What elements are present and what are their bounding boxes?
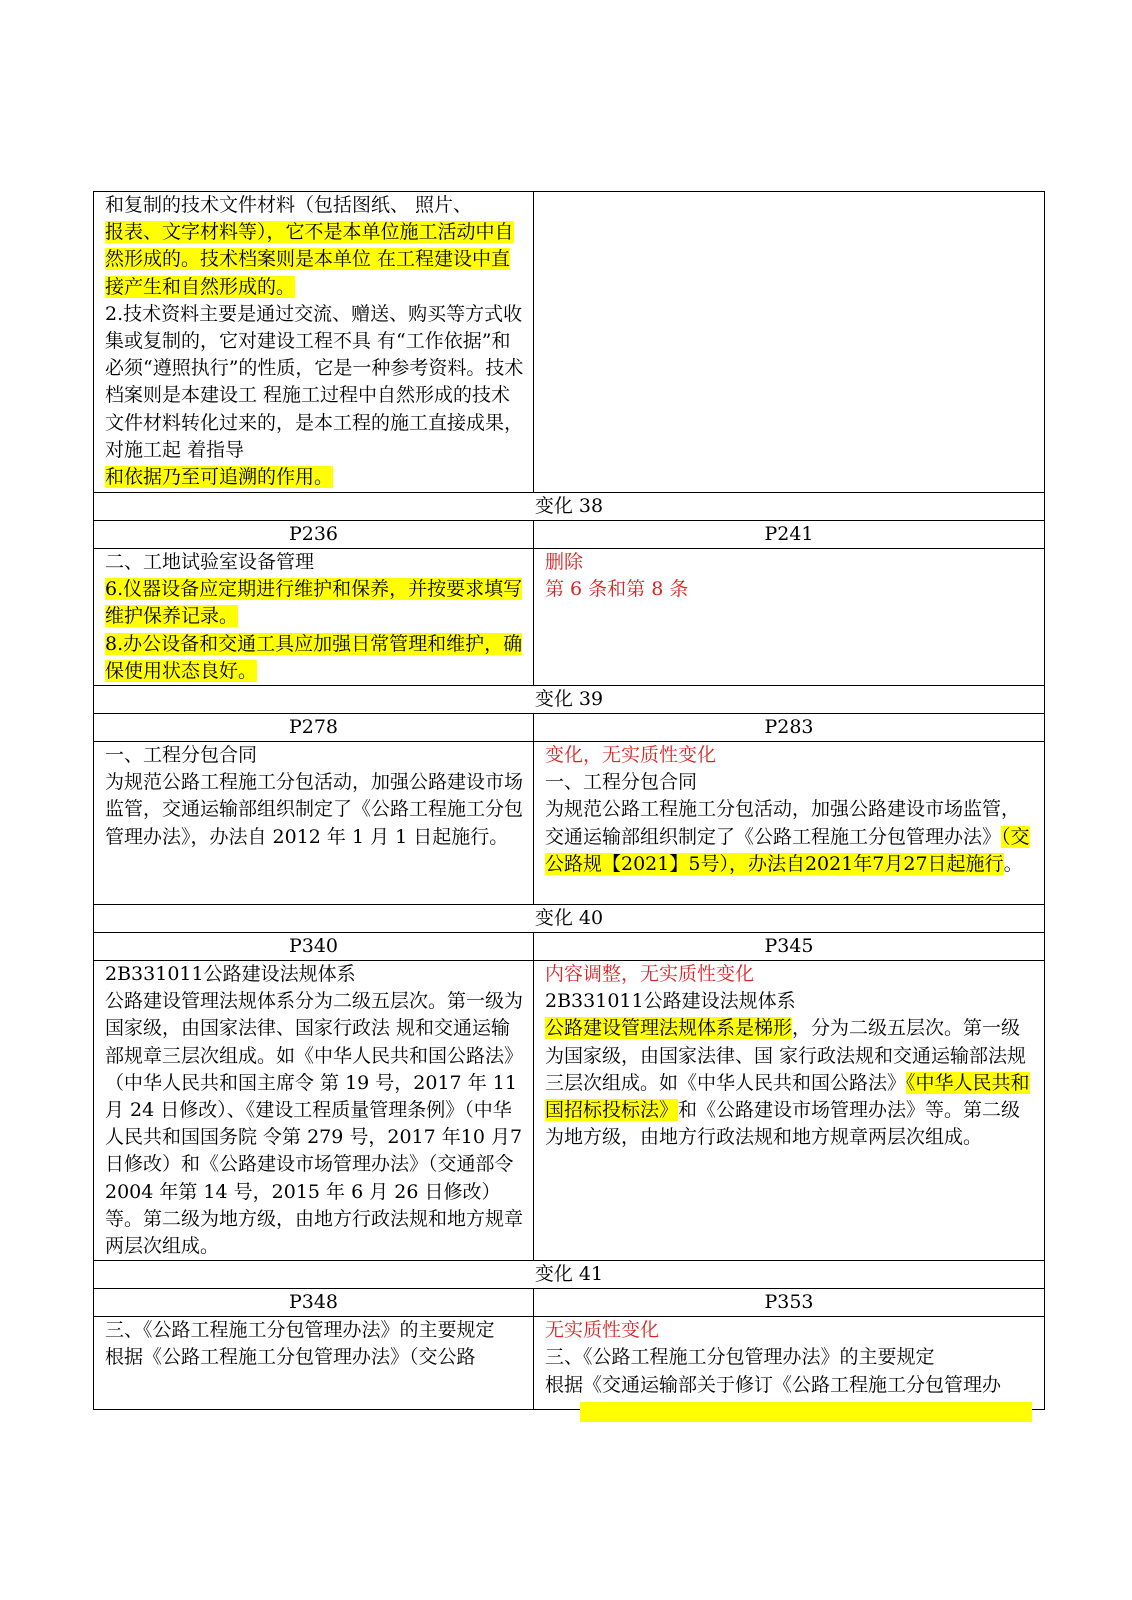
table-row [94, 961, 1045, 1261]
change-title: 变化 41 [94, 1261, 1045, 1289]
comparison-table-page [93, 191, 1045, 1410]
section-heading: 一、工程分包合同 [105, 744, 258, 767]
paragraph: 根据 [545, 1373, 584, 1396]
paragraph: 为规范公路工程施工分包活动，加强公路建设市场监管，交通运输部组织制定了《公路工程施工分包管理办法》，办法自 2012 年 1 月 1 日起施行。 [105, 771, 524, 848]
new-page-number: P345 [534, 933, 1045, 961]
underlined-text: 《交通运输部关于修订《公路工程施工分包管理办 [583, 1373, 1002, 1396]
highlighted-text: 《中华人民共和国招标投标法》 [545, 1071, 1030, 1122]
old-content-cell [94, 549, 534, 686]
section-heading: 2B331011公路建设法规体系 [545, 990, 796, 1013]
change-detail: 第 6 条和第 8 条 [545, 578, 689, 601]
change-title: 变化 39 [94, 686, 1045, 714]
highlighted-text: 报表、文字材料等），它不是本单位施工活动中自然形成的。技术档案则是本单位 在工程建设中直接产生和自然形成的。 [105, 221, 514, 298]
table-row [94, 905, 1045, 933]
highlighted-text: 6.仪器设备应定期进行维护和保养，并按要求填写维护保养记录。 [105, 578, 523, 628]
section-heading: 2B331011公路建设法规体系 [105, 963, 356, 986]
paragraph: 2.技术资料主要是通过交流、赠送、购买等方式收集或复制的，它对建设工程不具 有“工作依据”和必须“遵照执行”的性质，它是一种参考资料。技术档案则是本建设工 程施工过程中自然形成的技术文件材料转化过来的，是本工程的施工直接成果，对施工起 着指导 [105, 302, 524, 461]
new-page-number: P353 [534, 1289, 1045, 1317]
new-content-cell [534, 549, 1045, 686]
highlighted-text: 8.办公设备和交通工具应加强日常管理和维护，确保使用状态良好。 [105, 632, 523, 682]
change-status: 删除 [545, 551, 584, 573]
paragraph: 根据《公路工程施工分包管理办法》（交公路 [105, 1346, 476, 1369]
change-title: 变化 38 [94, 493, 1045, 521]
section-heading: 二、工地试验室设备管理 [105, 551, 315, 573]
change-status: 内容调整，无实质性变化 [545, 963, 755, 986]
change-status: 无实质性变化 [545, 1319, 660, 1342]
table-row [94, 521, 1045, 549]
old-content-cell [94, 192, 534, 493]
new-content-cell [534, 1317, 1045, 1410]
paragraph: 和《公路建设市场管理办法》等。第二级为地方级，由地方行政法规和地方规章两层次组成。 [545, 1099, 1021, 1149]
comparison-table [93, 191, 1045, 1410]
table-row [94, 549, 1045, 686]
new-content-cell [534, 742, 1045, 905]
old-page-number: P348 [94, 1289, 534, 1317]
section-heading: 三、《公路工程施工分包管理办法》的主要规定 [545, 1346, 935, 1369]
table-row [94, 192, 1045, 493]
old-content-cell [94, 742, 534, 905]
paragraph: 和复制的技术文件材料（包括图纸、 照片、 [105, 194, 473, 216]
table-row [94, 1261, 1045, 1289]
section-heading: 一、工程分包合同 [545, 771, 698, 794]
table-row [94, 1289, 1045, 1317]
table-row [94, 493, 1045, 521]
new-content-cell [534, 192, 1045, 493]
new-page-number: P241 [534, 521, 1045, 549]
section-heading: 三、《公路工程施工分包管理办法》的主要规定 [105, 1319, 495, 1342]
new-page-number: P283 [534, 714, 1045, 742]
highlighted-text: 和依据乃至可追溯的作用。 [105, 466, 334, 489]
change-status: 变化，无实质性变化 [545, 744, 717, 767]
table-row [94, 714, 1045, 742]
paragraph-end: 。 [1003, 852, 1023, 875]
table-row [94, 742, 1045, 905]
highlighted-text: 公路建设管理法规体系是梯形 [545, 1017, 793, 1040]
paragraph: 公路建设管理法规体系分为二级五层次。第一级为国家级，由国家法律、国家行政法 规和交通运输部规章三层次组成。如《中华人民共和国公路法》（中华人民共和国主席令 第 19 号，2017 年 11 月 24 日修改）、《建设工程质量管理条例》（中华人民共和国国务院 令第 279 号，2017 年10 月7 日修改）和《公路建设市场管理办法》（交通部令 2004 年第 14 号，2015 年 6 月 26 日修改）等。第二级为地方级，由地方行政法规和地方规章两层次组成。 [105, 990, 524, 1258]
new-content-cell [534, 961, 1045, 1261]
change-title: 变化 40 [94, 905, 1045, 933]
table-row [94, 933, 1045, 961]
old-page-number: P236 [94, 521, 534, 549]
table-row [94, 686, 1045, 714]
highlighted-text: （交公路规【2021】5号），办法自2021年7月27日起施行 [545, 825, 1030, 875]
paragraph: ，分为二级五层次。第一级为国家级，由国家法律、国 家行政法规和交通运输部法规三层次组成。如《中华人民共和国公路法》 [545, 1017, 1027, 1094]
old-page-number: P340 [94, 933, 534, 961]
old-content-cell [94, 961, 534, 1261]
table-row [94, 1317, 1045, 1410]
highlight-bar [580, 1402, 1032, 1422]
paragraph: 为规范公路工程施工分包活动，加强公路建设市场监管，交通运输部组织制定了《公路工程施工分包管理办法》 [545, 798, 1021, 848]
old-page-number: P278 [94, 714, 534, 742]
old-content-cell [94, 1317, 534, 1410]
